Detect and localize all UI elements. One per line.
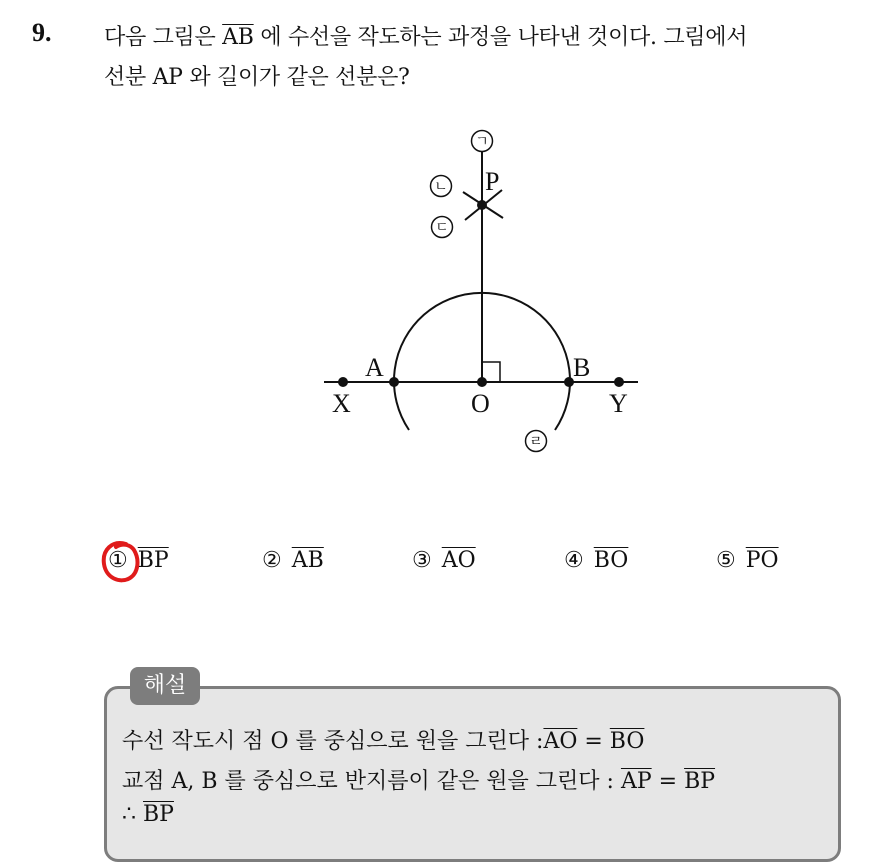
- choice-4[interactable]: ④ $\overline{BO}$: [564, 548, 629, 573]
- point-o: [477, 377, 487, 387]
- label-p: P: [485, 167, 500, 196]
- step-label-2: ㄴ: [434, 179, 448, 195]
- label-o: O: [471, 389, 490, 418]
- solution-tag: 해설: [130, 667, 200, 705]
- solution-line-1: 수선 작도시 점 O 를 중심으로 원을 그린다 $:\overline{AO} = \overline{BO}$: [122, 729, 645, 754]
- answer-choices: [0, 548, 884, 588]
- question-line-1: 다음 그림은 $\overline{AB}$ 에 수선을 작도하는 과정을 나타낸 것이다. 그림에서: [104, 25, 748, 50]
- point-a: [389, 377, 399, 387]
- question-line-2: 선분 AP 와 길이가 같은 선분은?: [104, 65, 410, 90]
- step-label-3: ㄷ: [435, 220, 449, 236]
- choice-3[interactable]: ③ $\overline{AO}$: [412, 548, 476, 573]
- point-p: [477, 200, 487, 210]
- question-number: 9.: [32, 18, 52, 47]
- solution-line-2: 교점 A, B 를 중심으로 반지름이 같은 원을 그린다 : $\overline{AP} = \overline{BP}$: [122, 769, 716, 794]
- label-y: Y: [609, 389, 628, 418]
- choice-5[interactable]: ⑤ $\overline{PO}$: [716, 548, 779, 573]
- segment-ab: $\overline{AB}$: [222, 25, 254, 50]
- choice-1[interactable]: ① $\overline{BP}$: [108, 548, 169, 573]
- label-b: B: [573, 353, 591, 382]
- step-label-1: ㄱ: [475, 134, 489, 150]
- step-label-4: ㄹ: [529, 434, 543, 450]
- solution-line-3: ∴ $\overline{BP}$: [122, 802, 174, 827]
- point-y: [614, 377, 624, 387]
- choice-2[interactable]: ② $\overline{AB}$: [262, 548, 324, 573]
- label-a: A: [365, 353, 384, 382]
- point-x: [338, 377, 348, 387]
- label-x: X: [332, 389, 351, 418]
